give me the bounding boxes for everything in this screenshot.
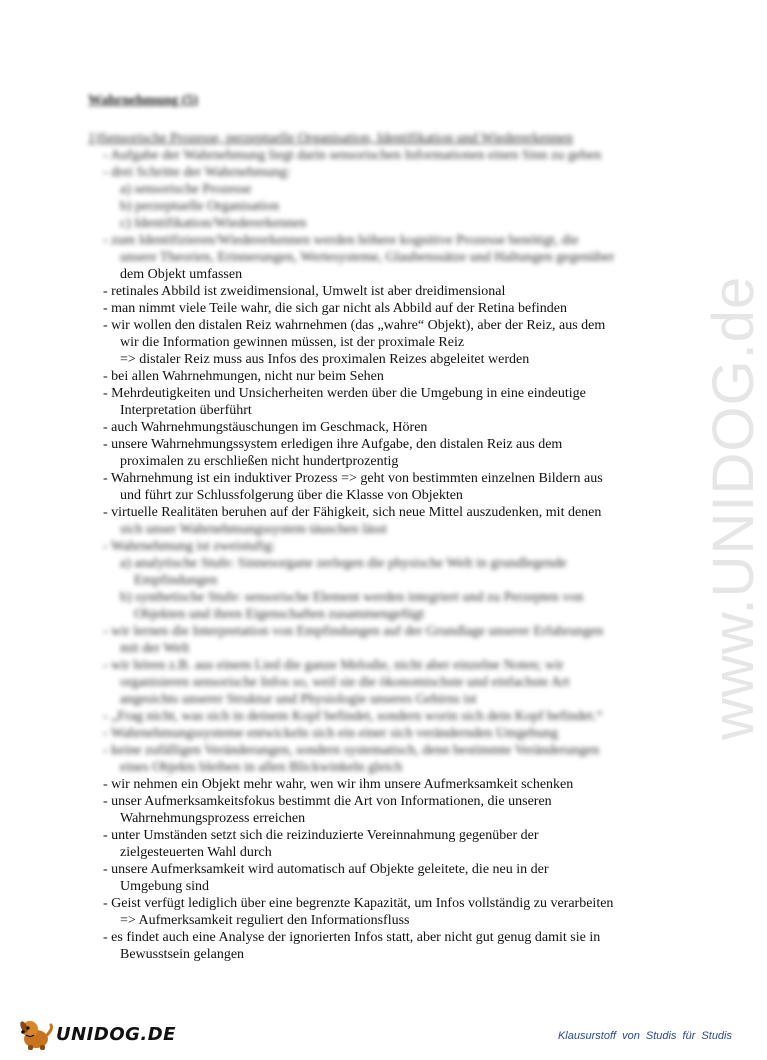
text-line: - keine zufälligen Veränderungen, sondern systematisch, denn bestimmte Veränderungen <box>103 743 600 758</box>
text-line: - es findet auch eine Analyse der ignorierten Infos statt, aber nicht gut genug damit sie in <box>103 930 601 945</box>
text-line: mit der Welt <box>120 641 190 656</box>
text-line: c) Identifikation/Wiedererkennen <box>120 216 307 231</box>
text-line: Empfindungen <box>134 573 218 588</box>
text-line: eines Objekts bleiben in allen Blickwinkeln gleich <box>120 760 403 775</box>
text-line: - wir nehmen ein Objekt mehr wahr, wen wir ihm unsere Aufmerksamkeit schenken <box>103 777 574 792</box>
text-line: organisieren sensorische Infos so, weil sie die ökonomischste und einfachste Art <box>120 675 570 690</box>
text-line: - Mehrdeutigkeiten und Unsicherheiten werden über die Umgebung in eine eindeutige <box>103 386 586 401</box>
text-line: wir die Information gewinnen müssen, ist der proximale Reiz <box>120 335 465 350</box>
text-line: unsere Theorien, Erinnerungen, Wertesysteme, Glaubenssätze und Haltungen gegenüber <box>120 250 615 265</box>
section-heading: 1)Sensorische Prozesse, perzeptuelle Organisation, Identifikation und Wiedererkennen <box>88 131 573 146</box>
text-line: proximalen zu erschließen nicht hundertprozentig <box>120 454 399 469</box>
text-line: Bewusstsein gelangen <box>120 947 245 962</box>
text-line: a) sensorische Prozesse <box>120 182 252 197</box>
text-line: Wahrnehmungsprozess erreichen <box>120 811 306 826</box>
text-line: => distaler Reiz muss aus Infos des proximalen Reizes abgeleitet werden <box>120 352 530 367</box>
text-line: Umgebung sind <box>120 879 210 894</box>
text-line: - bei allen Wahrnehmungen, nicht nur beim Sehen <box>103 369 384 384</box>
unidog-logo[interactable] <box>16 1014 176 1054</box>
text-line: - Wahrnehmungssysteme entwickeln sich ein einer sich verändernden Umgebung <box>103 726 559 741</box>
text-line: a) analytische Stufe: Sinnesorgane zerlegen die physische Welt in grundlegende <box>120 556 567 571</box>
text-line: - unser Aufmerksamkeitsfokus bestimmt die Art von Informationen, die unseren <box>103 794 552 809</box>
text-line: - wir hören z.B. aus einem Lied die ganze Melodie, nicht aber einzelne Noten; wir <box>103 658 564 673</box>
text-line: - „Frag nicht, was sich in deinem Kopf befindet, sondern worin sich dein Kopf befindet.“ <box>103 709 603 724</box>
dog-mascot-icon <box>16 1017 54 1051</box>
text-line: - virtuelle Realitäten beruhen auf der Fähigkeit, sich neue Mittel auszudenken, mit denen <box>103 505 602 520</box>
text-line: b) synthetische Stufe: sensorische Element werden integriert und zu Perzepten von <box>120 590 584 605</box>
text-line: - man nimmt viele Teile wahr, die sich gar nicht als Abbild auf der Retina befinden <box>103 301 567 316</box>
document-body <box>88 90 688 963</box>
text-line: - retinales Abbild ist zweidimensional, Umwelt ist aber dreidimensional <box>103 284 506 299</box>
text-line: - unsere Wahrnehmungssystem erledigen ihre Aufgabe, den distalen Reiz aus dem <box>103 437 563 452</box>
text-line: und führt zur Schlussfolgerung über die Klasse von Objekten <box>120 488 463 503</box>
text-line: dem Objekt umfassen <box>120 267 243 282</box>
logo-text: UNIDOG.DE <box>56 1023 176 1045</box>
text-line: Objekten und ihren Eigenschaften zusammengefügt <box>134 607 425 622</box>
document-lines <box>88 130 688 963</box>
text-line: - zum Identifizieren/Wiedererkennen werden höhere kognitive Prozesse benötigt, die <box>103 233 579 248</box>
text-line: - unter Umständen setzt sich die reizinduzierte Vereinnahmung gegenüber der <box>103 828 539 843</box>
text-line: b) perzeptuelle Organisation <box>120 199 280 214</box>
text-line: sich unser Wahrnehmungssystem täuschen lässt <box>120 522 387 537</box>
text-line: - Geist verfügt lediglich über eine begrenzte Kapazität, um Infos vollständig zu verarbeiten <box>103 896 614 911</box>
text-line: - wir lernen die Interpretation von Empfindungen auf der Grundlage unserer Erfahrungen <box>103 624 604 639</box>
text-line: - auch Wahrnehmungstäuschungen im Geschmack, Hören <box>103 420 428 435</box>
footer-tagline: Klausurstoff von Studis für Studis <box>557 1030 732 1042</box>
text-line: zielgesteuerten Wahl durch <box>120 845 272 860</box>
text-line: - drei Schritte der Wahrnehmung: <box>103 165 291 180</box>
text-line: - unsere Aufmerksamkeit wird automatisch auf Objekte geleitete, die neu in der <box>103 862 549 877</box>
text-line: - Aufgabe der Wahrnehmung liegt darin sensorischen Informationen einen Sinn zu geben <box>103 148 602 163</box>
text-line: - Wahrnehmung ist ein induktiver Prozess => geht von bestimmten einzelnen Bildern aus <box>103 471 603 486</box>
text-line: - wir wollen den distalen Reiz wahrnehmen (das „wahre“ Objekt), aber der Reiz, aus dem <box>103 318 606 333</box>
document-title: Wahrnehmung (5) <box>88 93 199 108</box>
text-line: - Wahrnehmung ist zweistufig: <box>103 539 276 554</box>
text-line: Interpretation überführt <box>120 403 252 418</box>
text-line: angesichts unserer Struktur und Physiologie unseres Gehirns ist <box>120 692 477 707</box>
text-line: => Aufmerksamkeit reguliert den Informationsfluss <box>120 913 410 928</box>
watermark: www.UNIDOG.de <box>701 275 766 740</box>
